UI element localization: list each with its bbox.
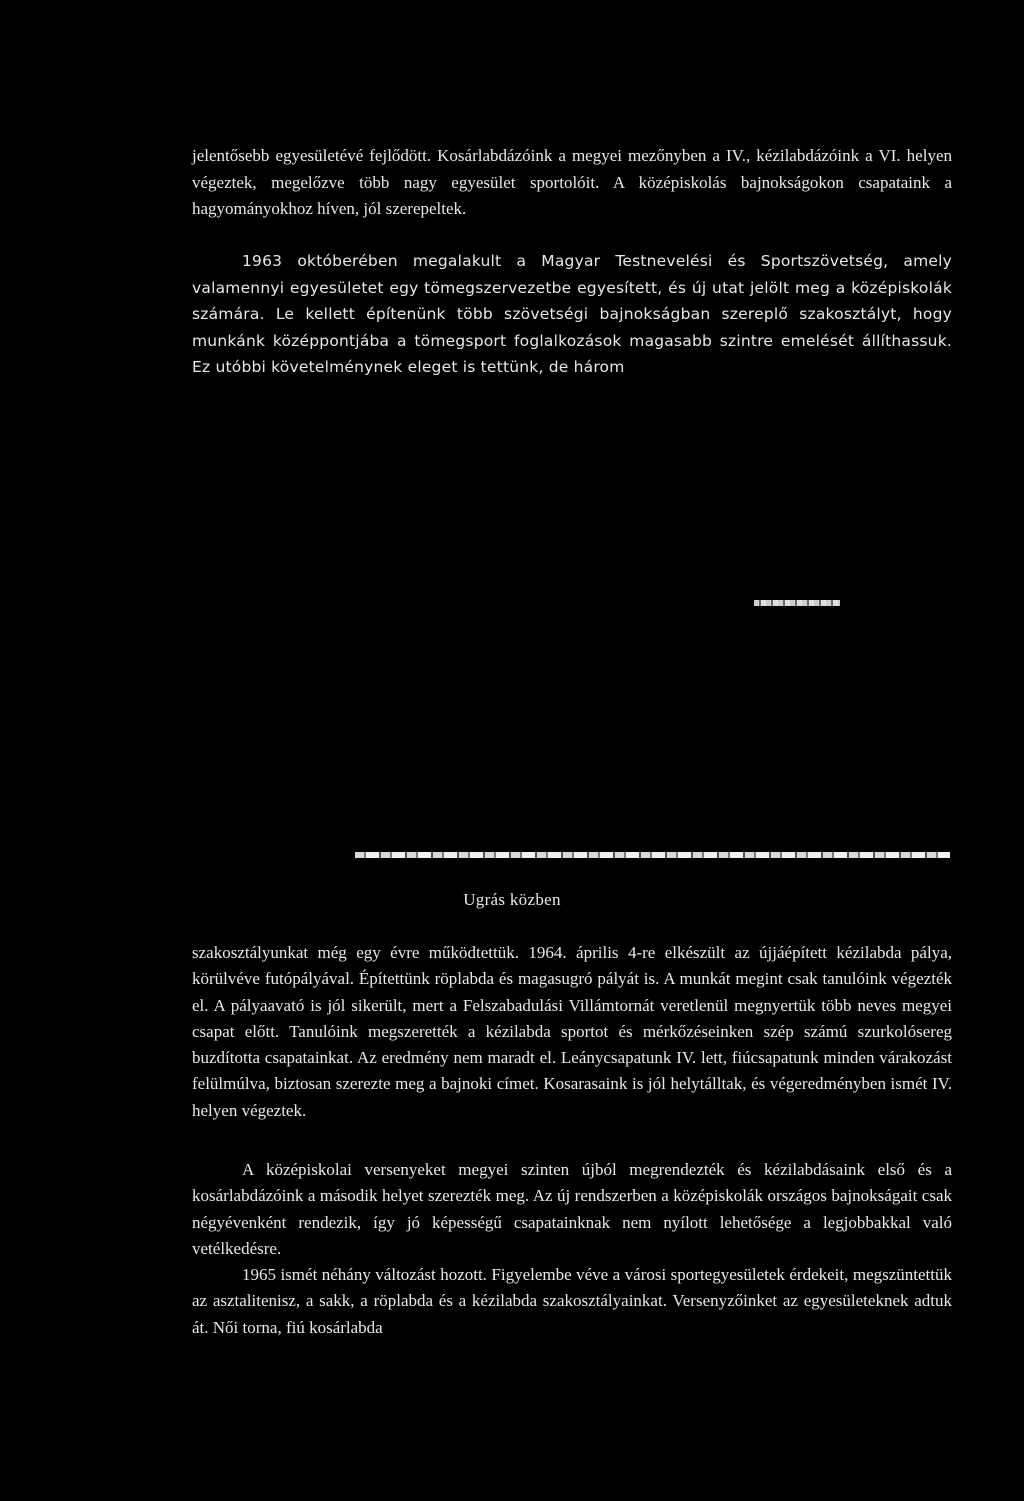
paragraph-competitions: A középiskolai versenyeket megyei szinten újból megrendezték és kézilabdásaink első és a kosárlabdázóink a második helyet szerezték meg. Az új rendszerben a középiskolák országos bajnokságait csak négyévenként rendezik, így jó képességű csapatainknak nem nyílott lehetősége a legjobbakkal való vetélkedésre.	[192, 1160, 952, 1258]
photo-caption: Ugrás közben	[463, 890, 561, 909]
paragraph-intro: jelentősebb egyesületévé fejlődött. Kosárlabdázóink a megyei mezőnyben a IV., kézilabdázóink a VI. helyen végeztek, megelőzve több nagy egyesület sportolóit. A középiskolás bajnokságokon csapataink a hagyományokhoz híven, jól szerepeltek.	[192, 146, 952, 218]
paragraph-1963: 1963 októberében megalakult a Magyar Testnevelési és Sportszövetség, amely valamennyi egyesületet egy tömegszervezetbe egyesített, és új utat jelölt meg a középiskolák számára. Le kellett építenünk több szövetségi bajnokságban szereplő szakosztályt, hogy munkánk középpontjába a tömegsport foglalkozások magasabb szintre emelését állíthassuk. Ez utóbbi követelménynek eleget is tettünk, de három	[192, 252, 952, 376]
photo	[192, 395, 952, 865]
photo-bottom-edge	[355, 852, 950, 858]
photo-mark	[754, 600, 840, 606]
paragraph-1965: 1965 ismét néhány változást hozott. Figyelembe véve a városi sportegyesületek érdekeit, megszüntettük az asztalitenisz, a sakk, a röplabda és a kézilabda szakosztályainkat. Versenyzőinket az egyesületeknek adtuk át. Női torna, fiú kosárlabda	[192, 1265, 952, 1337]
paragraph-1964: szakosztályunkat még egy évre működtettük. 1964. április 4-re elkészült az újjáépített kézilabda pálya, körülvéve futópályával. Építettünk röplabda és magasugró pályát is. A munkát megint csak tanulóink végezték el. A pályaavató is jól sikerült, mert a Felszabadulási Villámtornát veretlenül megnyertük több neves megyei csapat előtt. Tanulóink megszerették a kézilabda sportot és mérkőzéseinken szép számú szurkolósereg buzdította csapatainkat. Az eredmény nem maradt el. Leánycsapatunk IV. lett, fiúcsapatunk minden várakozást felülmúlva, biztosan szerezte meg a bajnoki címet. Kosarasaink is jól helytálltak, és végeredményben ismét IV. helyen végeztek.	[192, 943, 952, 1120]
